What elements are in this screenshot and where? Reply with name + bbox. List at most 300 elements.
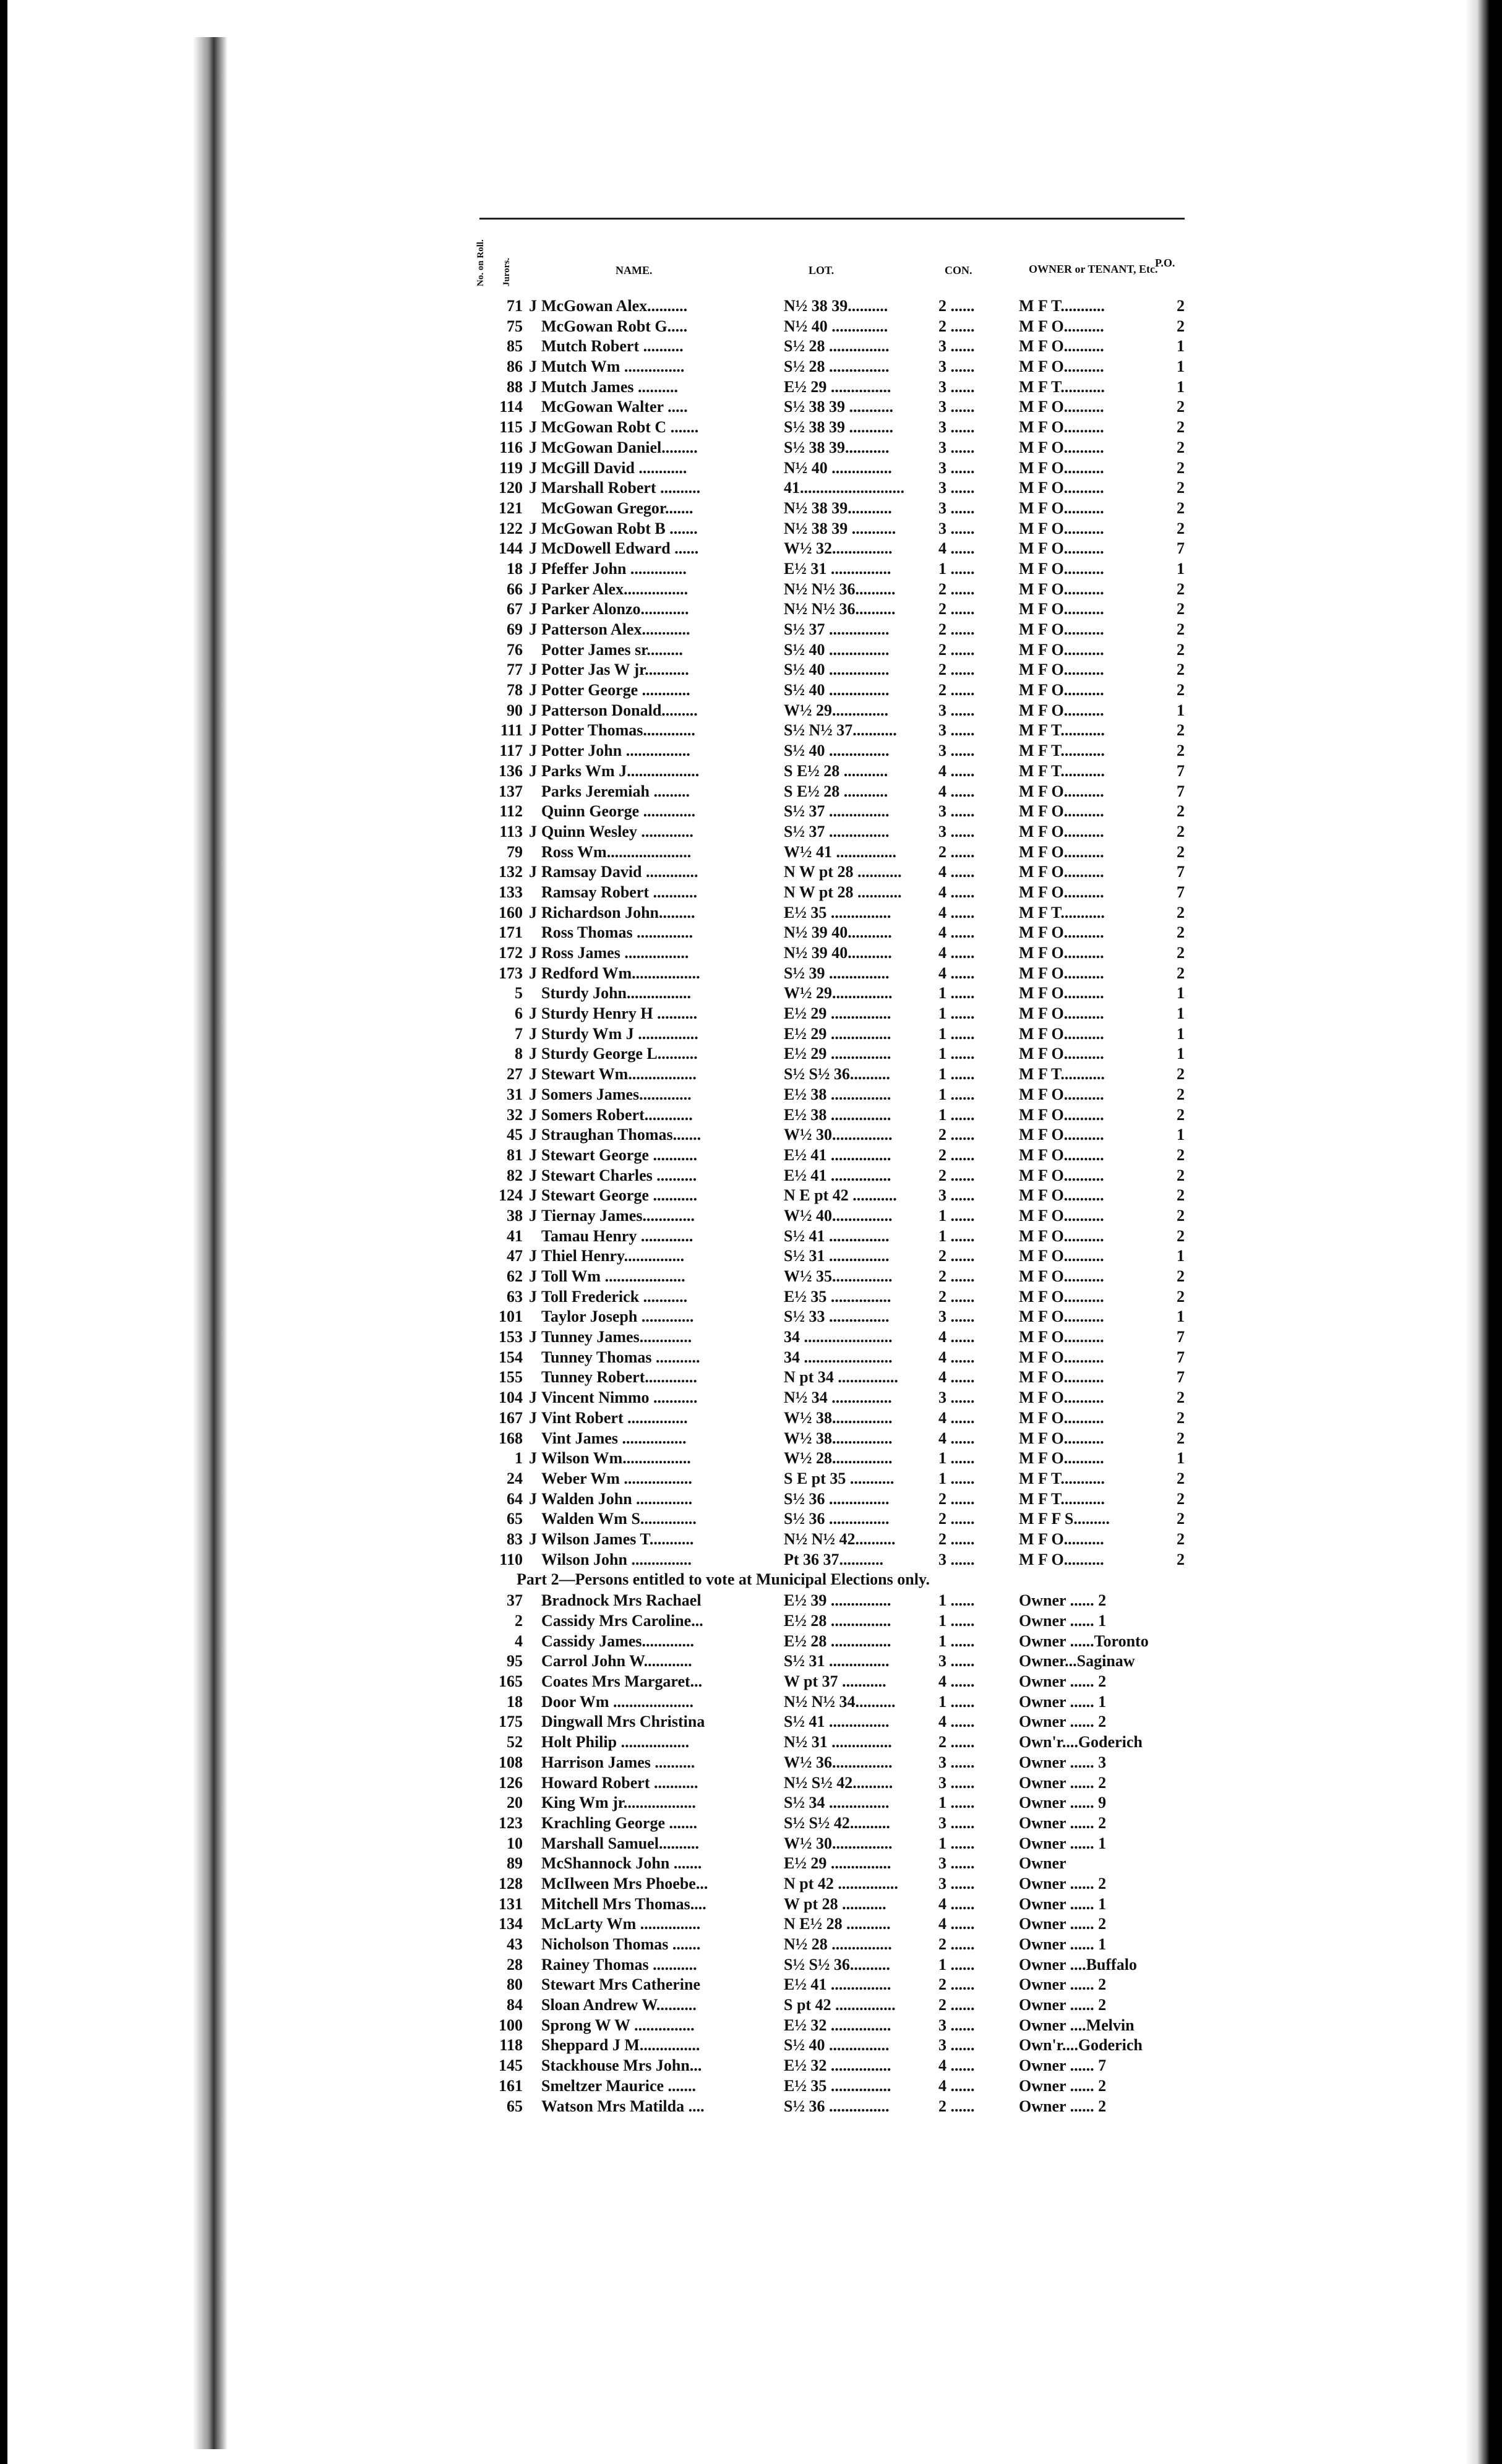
voters-list [476,218,1185,2117]
owner-tenant: M F O.......... [1019,1105,1104,1124]
lot: E½ 41 ............... [784,1145,891,1164]
voter-name: Wilson John ............... [541,1550,692,1568]
juror-mark: J [529,863,537,881]
voter-name: Tiernay James............. [541,1206,695,1225]
post-office: 2 [1177,1166,1185,1184]
post-office: 2 [1177,1206,1185,1225]
table-row [479,1227,1185,1247]
post-office: 2 [1177,944,1185,962]
owner-tenant: Owner ...... 9 [1019,1794,1107,1812]
post-office: 2 [1177,842,1185,861]
lot: W½ 30............... [784,1834,893,1852]
lot: E½ 29 ............... [784,1024,891,1043]
concession: 3 ...... [938,357,975,376]
lot: E½ 35 ............... [784,903,891,922]
roll-number: 113 [499,822,523,841]
juror-mark: J [529,761,537,780]
lot: W½ 32............... [784,539,893,558]
roll-number: 117 [499,742,523,760]
table-row [479,1875,1185,1895]
juror-mark: J [529,559,537,578]
post-office: 7 [1177,1348,1185,1366]
roll-number: 80 [507,1975,523,1994]
owner-tenant: M F O.......... [1019,519,1104,537]
table-row [479,418,1185,438]
concession: 3 ...... [938,802,975,821]
roll-number: 89 [507,1854,523,1873]
juror-mark: J [529,620,537,638]
owner-tenant: M F O.......... [1019,559,1104,578]
post-office: 1 [1177,377,1185,396]
concession: 2 ...... [938,297,975,315]
table-row [479,539,1185,560]
table-row [479,1935,1185,1956]
table-row [479,620,1185,641]
post-office: 2 [1177,661,1185,679]
table-row [479,1612,1185,1632]
post-office: 2 [1177,498,1185,517]
table-row [479,1530,1185,1551]
concession: 4 ...... [938,903,975,922]
table-row [479,1794,1185,1814]
owner-tenant: M F O.......... [1019,337,1104,356]
concession: 4 ...... [938,923,975,942]
table-row [479,2056,1185,2077]
roll-number: 37 [507,1591,523,1610]
table-row [479,681,1185,701]
voter-name: Somers Robert............ [541,1105,693,1124]
concession: 3 ...... [938,479,975,497]
roll-number: 41 [507,1226,523,1245]
owner-tenant: M F O.......... [1019,964,1104,982]
post-office: 2 [1177,418,1185,437]
post-office: 2 [1177,822,1185,841]
concession: 2 ...... [938,1126,975,1144]
roll-number: 86 [507,357,523,376]
juror-mark: J [529,721,537,740]
table-row [479,580,1185,601]
post-office: 2 [1177,1529,1185,1548]
owner-tenant: M F O.......... [1019,357,1104,376]
owner-tenant: M F O.......... [1019,863,1104,881]
juror-mark: J [529,539,537,558]
lot: S½ 31 ............... [784,1247,890,1265]
post-office: 2 [1177,580,1185,598]
roll-number: 101 [499,1307,523,1326]
roll-number: 167 [499,1408,523,1427]
concession: 2 ...... [938,1529,975,1548]
owner-tenant: M F O.......... [1019,1449,1104,1468]
juror-mark: J [529,1529,537,1548]
lot: E½ 35 ............... [784,1287,891,1306]
voter-name: King Wm jr.................. [541,1794,696,1812]
lot: N E pt 42 ........... [784,1186,897,1205]
lot: E½ 41 ............... [784,1975,891,1994]
concession: 1 ...... [938,1591,975,1610]
post-office: 1 [1177,1024,1185,1043]
header-no-roll: No. on Roll. [476,239,486,286]
juror-mark: J [529,742,537,760]
lot: N½ N½ 36.......... [784,580,896,598]
post-office: 2 [1177,1267,1185,1285]
juror-mark: J [529,903,537,922]
juror-mark: J [529,1247,537,1265]
table-row [479,1834,1185,1855]
header-name: NAME. [616,264,653,276]
owner-tenant: M F O.......... [1019,1045,1104,1063]
roll-number: 10 [507,1834,523,1852]
post-office: 1 [1177,1126,1185,1144]
post-office: 2 [1177,1105,1185,1124]
owner-tenant: M F O.......... [1019,1328,1104,1346]
table-row [479,721,1185,742]
juror-mark: J [529,661,537,679]
voter-name: Wilson James T........... [541,1529,694,1548]
juror-mark: J [529,1024,537,1043]
post-office: 1 [1177,357,1185,376]
juror-mark: J [529,1388,537,1407]
table-row [479,1753,1185,1774]
owner-tenant: M F T........... [1019,761,1105,780]
concession: 1 ...... [938,1085,975,1103]
post-office: 2 [1177,600,1185,618]
voter-name: Krachling George ....... [541,1813,698,1832]
voter-name: Bradnock Mrs Rachael [541,1591,702,1610]
table-row [479,378,1185,398]
lot: E½ 32 ............... [784,2016,891,2034]
concession: 1 ...... [938,1105,975,1124]
lot: E½ 29 ............... [784,1004,891,1023]
owner-tenant: Owner...Saginaw [1019,1652,1135,1670]
concession: 3 ...... [938,458,975,477]
concession: 3 ...... [938,2036,975,2055]
concession: 4 ...... [938,539,975,558]
table-row [479,1510,1185,1530]
table-row [479,398,1185,418]
table-row [479,1814,1185,1834]
post-office: 2 [1177,1388,1185,1407]
owner-tenant: M F O.......... [1019,1429,1104,1447]
post-office: 7 [1177,782,1185,800]
lot: S½ 38 39 ........... [784,418,893,437]
roll-number: 100 [499,2016,523,2034]
juror-mark: J [529,701,537,719]
lot: W½ 40............... [784,1206,893,1225]
roll-number: 161 [499,2076,523,2095]
voter-name: McGill David ............ [541,458,687,477]
concession: 4 ...... [938,1408,975,1427]
voter-name: Carrol John W............ [541,1652,692,1670]
juror-mark: J [529,1085,537,1103]
table-row [479,1693,1185,1713]
owner-tenant: M F O.......... [1019,1307,1104,1326]
voter-name: Stewart Charles .......... [541,1166,697,1184]
table-row [479,1854,1185,1875]
post-office: 7 [1177,761,1185,780]
lot: E½ 28 ............... [784,1612,891,1630]
roll-number: 76 [507,640,523,659]
roll-number: 90 [507,701,523,719]
lot: S½ 37 ............... [784,822,890,841]
roll-number: 136 [499,761,523,780]
table-row [479,782,1185,803]
post-office: 2 [1177,1489,1185,1508]
table-row [479,1713,1185,1733]
roll-number: 32 [507,1105,523,1124]
owner-tenant: M F O.......... [1019,1529,1104,1548]
concession: 3 ...... [938,1874,975,1893]
table-row [479,600,1185,620]
juror-mark: J [529,1287,537,1306]
table-row [479,560,1185,580]
owner-tenant: M F O.......... [1019,458,1104,477]
juror-mark: J [529,1105,537,1124]
table-row [479,317,1185,338]
lot: E½ 39 ............... [784,1591,891,1610]
lot: S½ 36 ............... [784,1510,890,1528]
juror-mark: J [529,1166,537,1184]
roll-number: 165 [499,1672,523,1691]
voter-name: Parker Alex................ [541,580,689,598]
voter-name: Ramsay Robert ........... [541,883,698,901]
concession: 1 ...... [938,1024,975,1043]
roll-number: 83 [507,1529,523,1548]
table-row [479,944,1185,964]
voter-name: McDowell Edward ...... [541,539,699,558]
concession: 2 ...... [938,2097,975,2115]
owner-tenant: M F O.......... [1019,984,1104,1003]
voter-name: Quinn George ............. [541,802,696,821]
lot: W pt 28 ........... [784,1894,886,1913]
lot: W½ 38............... [784,1408,893,1427]
voter-name: Stewart George ........... [541,1186,697,1205]
post-office: 2 [1177,1408,1185,1427]
scanned-page [7,0,1481,2464]
table-row [479,459,1185,479]
lot: N½ 34 ............... [784,1388,892,1407]
voter-name: Potter James sr......... [541,640,683,659]
post-office: 2 [1177,458,1185,477]
post-office: 2 [1177,438,1185,456]
concession: 4 ...... [938,1348,975,1366]
voter-name: Ross James ................ [541,944,689,962]
post-office: 2 [1177,1145,1185,1164]
voter-name: Stewart George ........... [541,1145,697,1164]
table-row [479,904,1185,924]
post-office: 2 [1177,519,1185,537]
table-row [479,1328,1185,1348]
concession: 1 ...... [938,1692,975,1711]
juror-mark: J [529,438,537,456]
voter-name: McGowan Robt C ....... [541,418,699,437]
voter-name: Redford Wm................. [541,964,700,982]
post-office: 1 [1177,1004,1185,1023]
owner-tenant: M F O.......... [1019,1206,1104,1225]
concession: 3 ...... [938,418,975,437]
lot: N W pt 28 ........... [784,883,902,901]
owner-tenant: Owner ....Melvin [1019,2016,1135,2034]
voter-name: Thiel Henry............... [541,1247,685,1265]
roll-number: 123 [499,1813,523,1832]
roll-number: 172 [499,944,523,962]
lot: N½ N½ 36.......... [784,600,896,618]
lot: S½ 40 ............... [784,2036,890,2055]
post-office: 1 [1177,1045,1185,1063]
concession: 4 ...... [938,761,975,780]
lot: E½ 31 ............... [784,559,891,578]
roll-number: 78 [507,681,523,699]
voter-name: Mitchell Mrs Thomas.... [541,1894,706,1913]
voter-name: Potter Jas W jr........... [541,661,689,679]
voter-name: McGowan Robt G..... [541,317,688,335]
voter-name: Stackhouse Mrs John... [541,2056,702,2075]
roll-number: 114 [499,398,523,416]
roll-number: 18 [507,559,523,578]
roll-number: 66 [507,580,523,598]
owner-tenant: Own'r....Goderich [1019,2036,1143,2055]
owner-tenant: Owner ...... 2 [1019,1591,1107,1610]
voter-name: McGowan Alex.......... [541,297,688,315]
lot: N½ N½ 42.......... [784,1529,896,1548]
post-office: 1 [1177,984,1185,1003]
lot: S E½ 28 ........... [784,761,888,780]
owner-tenant: M F O.......... [1019,600,1104,618]
voter-name: Ross Wm..................... [541,842,692,861]
roll-number: 118 [499,2036,523,2055]
table-row [479,2077,1185,2097]
table-row [479,1774,1185,1794]
concession: 1 ...... [938,1834,975,1852]
owner-tenant: Owner ...... 2 [1019,1915,1107,1933]
post-office: 2 [1177,1510,1185,1528]
owner-tenant: Owner ...... 2 [1019,1713,1107,1731]
table-row [479,1004,1185,1025]
lot: S½ 41 ............... [784,1713,890,1731]
post-office: 1 [1177,559,1185,578]
table-row [479,337,1185,357]
owner-tenant: M F T........... [1019,742,1105,760]
voter-name: Patterson Donald......... [541,701,698,719]
concession: 2 ...... [938,1510,975,1528]
owner-tenant: M F O.......... [1019,398,1104,416]
juror-mark: J [529,519,537,537]
concession: 4 ...... [938,2076,975,2095]
part2-table [479,1591,1185,2117]
table-row [479,1975,1185,1996]
voter-name: McShannock John ....... [541,1854,702,1873]
owner-tenant: M F O.......... [1019,1085,1104,1103]
post-office: 2 [1177,923,1185,942]
concession: 3 ...... [938,1813,975,1832]
lot: E½ 35 ............... [784,2076,891,2095]
post-office: 2 [1177,1469,1185,1487]
lot: N½ 39 40........... [784,944,892,962]
voter-name: Ross Thomas .............. [541,923,693,942]
table-row [479,520,1185,540]
lot: N½ 40 ............... [784,458,892,477]
table-row [479,1247,1185,1267]
roll-number: 47 [507,1247,523,1265]
owner-tenant: M F O.......... [1019,1166,1104,1184]
owner-tenant: M F O.......... [1019,1408,1104,1427]
juror-mark: J [529,297,537,315]
post-office: 2 [1177,802,1185,821]
voter-name: Holt Philip ................. [541,1733,690,1752]
roll-number: 153 [499,1328,523,1346]
voter-name: McGowan Robt B ....... [541,519,698,537]
post-office: 2 [1177,1186,1185,1205]
lot: E½ 28 ............... [784,1632,891,1650]
part2-heading: Part 2—Persons entitled to vote at Municipal Elections only. [517,1570,930,1589]
lot: N E½ 28 ........... [784,1915,891,1933]
table-row [479,2097,1185,2118]
table-row [479,964,1185,985]
roll-number: 122 [499,519,523,537]
owner-tenant: M F O.......... [1019,883,1104,901]
column-header-row [476,238,1185,297]
concession: 2 ...... [938,842,975,861]
lot: N pt 34 ............... [784,1368,898,1387]
table-row [479,1469,1185,1490]
roll-number: 128 [499,1874,523,1893]
roll-number: 108 [499,1753,523,1771]
juror-mark: J [529,418,537,437]
post-office: 1 [1177,1449,1185,1468]
concession: 3 ...... [938,701,975,719]
roll-number: 160 [499,903,523,922]
concession: 2 ...... [938,1996,975,2014]
roll-number: 65 [507,2097,523,2115]
table-row [479,1429,1185,1450]
roll-number: 116 [499,438,523,456]
juror-mark: J [529,1145,537,1164]
lot: S½ 38 39........... [784,438,890,456]
voter-name: Marshall Samuel.......... [541,1834,699,1852]
owner-tenant: M F O.......... [1019,1348,1104,1366]
voter-name: Quinn Wesley ............. [541,822,693,841]
voter-name: Stewart Wm................. [541,1065,697,1084]
post-office: 2 [1177,1226,1185,1245]
post-office: 2 [1177,1065,1185,1084]
concession: 3 ...... [938,1753,975,1771]
table-row [479,802,1185,823]
owner-tenant: M F O.......... [1019,1388,1104,1407]
table-row [479,479,1185,499]
owner-tenant: M F T........... [1019,1489,1105,1508]
owner-tenant: M F O.......... [1019,620,1104,638]
voter-name: McLarty Wm ............... [541,1915,701,1933]
page-fold-shadow [193,37,228,2449]
voter-name: Stewart Mrs Catherine [541,1975,701,1994]
lot: W½ 28............... [784,1449,893,1468]
voter-name: Mutch James .......... [541,377,678,396]
table-row [479,701,1185,722]
roll-number: 62 [507,1267,523,1285]
roll-number: 85 [507,337,523,356]
roll-number: 64 [507,1489,523,1508]
roll-number: 115 [499,418,523,437]
juror-mark: J [529,1004,537,1023]
owner-tenant: Owner ...... 1 [1019,1894,1107,1913]
lot: S½ 41 ............... [784,1226,890,1245]
lot: N½ N½ 34.......... [784,1692,896,1711]
roll-number: 18 [507,1692,523,1711]
roll-number: 175 [499,1713,523,1731]
roll-number: 1 [515,1449,523,1468]
table-row [479,1449,1185,1469]
roll-number: 67 [507,600,523,618]
concession: 4 ...... [938,1915,975,1933]
